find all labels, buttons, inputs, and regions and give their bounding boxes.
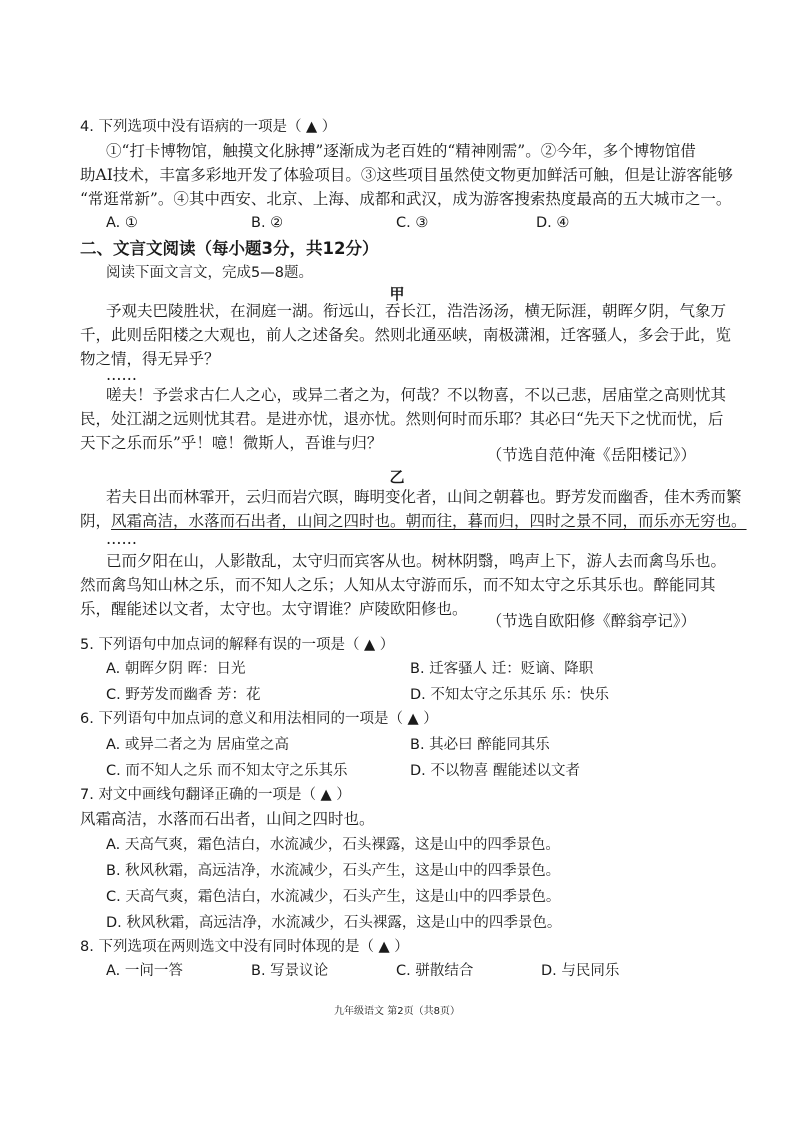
q5-stem: 5. 下列语句中加点词的解释有误的一项是（ ▲ ）	[80, 637, 395, 653]
q7-option-a: A. 天高气爽，霜色洁白，水流减少，石头裸露，这是山中的四季景色。	[106, 837, 560, 853]
underlined-sentence: 风霜高洁，水落而石出者，山间之四时也。	[111, 512, 406, 530]
q4-passage-line: “常逛常新”。④其中西安、北京、上海、成都和武汉，成为游客搜索热度最高的五大城市之一。	[80, 190, 732, 208]
q7-option-d: D. 秋风秋霜，高远洁净，水流减少，石头裸露，这是山中的四季景色。	[106, 915, 562, 931]
q4-option-a: A. ①	[106, 215, 138, 231]
q4-passage-line: 助AI技术，丰富多彩地开发了体验项目。③这些项目虽然使文物更加鲜活可触，但是让游客能够	[80, 166, 733, 184]
q8-option-a: A. 一问一答	[106, 963, 183, 979]
ellipsis: ……	[106, 366, 137, 384]
q5-option-c: C. 野芳发而幽香 芳：花	[106, 687, 261, 703]
q5-option-b: B. 迁客骚人 迁：贬谪、降职	[410, 661, 594, 677]
q7-quote: 风霜高洁，水落而石出者，山间之四时也。	[80, 810, 375, 828]
page-footer: 九年级语文 第2页（共8页）	[334, 1006, 460, 1017]
passage-line: 乐，醒能述以文者，太守也。太守谓谁？庐陵欧阳修也。	[80, 600, 468, 618]
passage-line: 物之情，得无异乎？	[80, 350, 220, 368]
q8-option-c: C. 骈散结合	[396, 963, 474, 979]
q6-option-c: C. 而不知人之乐 而不知太守之乐其乐	[106, 763, 348, 779]
passage-jia-label: 甲	[389, 285, 405, 303]
passage-line: 若夫日出而林霏开，云归而岩穴暝，晦明变化者，山间之朝暮也。野芳发而幽香，佳木秀而繁	[106, 488, 742, 506]
passage-line: 已而夕阳在山，人影散乱，太守归而宾客从也。树林阴翳，鸣声上下，游人去而禽鸟乐也。	[106, 552, 727, 570]
q5-option-a: A. 朝晖夕阴 晖：日光	[106, 661, 246, 677]
passage-text: 朝而往，暮而归，四时之景不同，而乐亦无穷也。	[405, 512, 747, 530]
ellipsis: ……	[106, 530, 137, 548]
q8-option-d: D. 与民同乐	[541, 963, 620, 979]
q4-option-d: D. ④	[536, 215, 570, 231]
passage-text: 阴，	[80, 512, 112, 530]
q8-stem: 8. 下列选项在两则选文中没有同时体现的是（ ▲ ）	[80, 939, 409, 955]
q6-option-d: D. 不以物喜 醒能述以文者	[410, 763, 580, 779]
q4-option-c: C. ③	[396, 215, 429, 231]
q7-option-b: B. 秋风秋霜，高远洁净，水流减少，石头产生，这是山中的四季景色。	[106, 863, 561, 879]
q6-stem: 6. 下列语句中加点词的意义和用法相同的一项是（ ▲ ）	[80, 711, 438, 727]
q6-option-b: B. 其必曰 醉能同其乐	[410, 737, 550, 753]
q7-stem: 7. 对文中画线句翻译正确的一项是（ ▲ ）	[80, 787, 351, 803]
section-title: 二、文言文阅读（每小题3分，共12分）	[80, 239, 379, 258]
passage-jia-source: （节选自范仲淹《岳阳楼记》）	[486, 446, 696, 464]
passage-yi-source: （节选自欧阳修《醉翁亭记》）	[486, 612, 696, 630]
q8-option-b: B. 写景议论	[251, 963, 329, 979]
passage-line: 嗟夫！予尝求古仁人之心，或异二者之为，何哉？不以物喜，不以己悲，居庙堂之高则忧其	[106, 386, 727, 404]
q4-option-b: B. ②	[251, 215, 284, 231]
passage-line: 千，此则岳阳楼之大观也，前人之述备矣。然则北通巫峡，南极潇湘，迁客骚人，多会于此，览	[80, 326, 732, 344]
passage-yi-label: 乙	[389, 468, 405, 486]
passage-line: 予观夫巴陵胜状，在洞庭一湖。衔远山，吞长江，浩浩汤汤，横无际涯，朝晖夕阴，气象万	[106, 302, 727, 320]
q6-option-a: A. 或异二者之为 居庙堂之高	[106, 737, 289, 753]
q5-option-d: D. 不知太守之乐其乐 乐：快乐	[410, 687, 609, 703]
passage-line: 然而禽鸟知山林之乐，而不知人之乐；人知从太守游而乐，而不知太守之乐其乐也。醉能同其	[80, 576, 716, 594]
passage-line	[80, 510, 747, 532]
passage-line: 天下之乐而乐”乎！噫！微斯人，吾谁与归？	[80, 434, 383, 452]
q4-passage-line: ①“打卡博物馆，触摸文化脉搏”逐渐成为老百姓的“精神刚需”。②今年，多个博物馆借	[106, 142, 696, 160]
passage-line: 民，处江湖之远则忧其君。是进亦忧，退亦忧。然则何时而乐耶？其必曰“先天下之忧而忧，后	[80, 410, 724, 428]
q4-stem: 4. 下列选项中没有语病的一项是（ ▲ ）	[80, 119, 337, 135]
section-intro: 阅读下面文言文，完成5—8题。	[106, 265, 313, 281]
q7-option-c: C. 天高气爽，霜色洁白，水流减少，石头产生，这是山中的四季景色。	[106, 889, 561, 905]
